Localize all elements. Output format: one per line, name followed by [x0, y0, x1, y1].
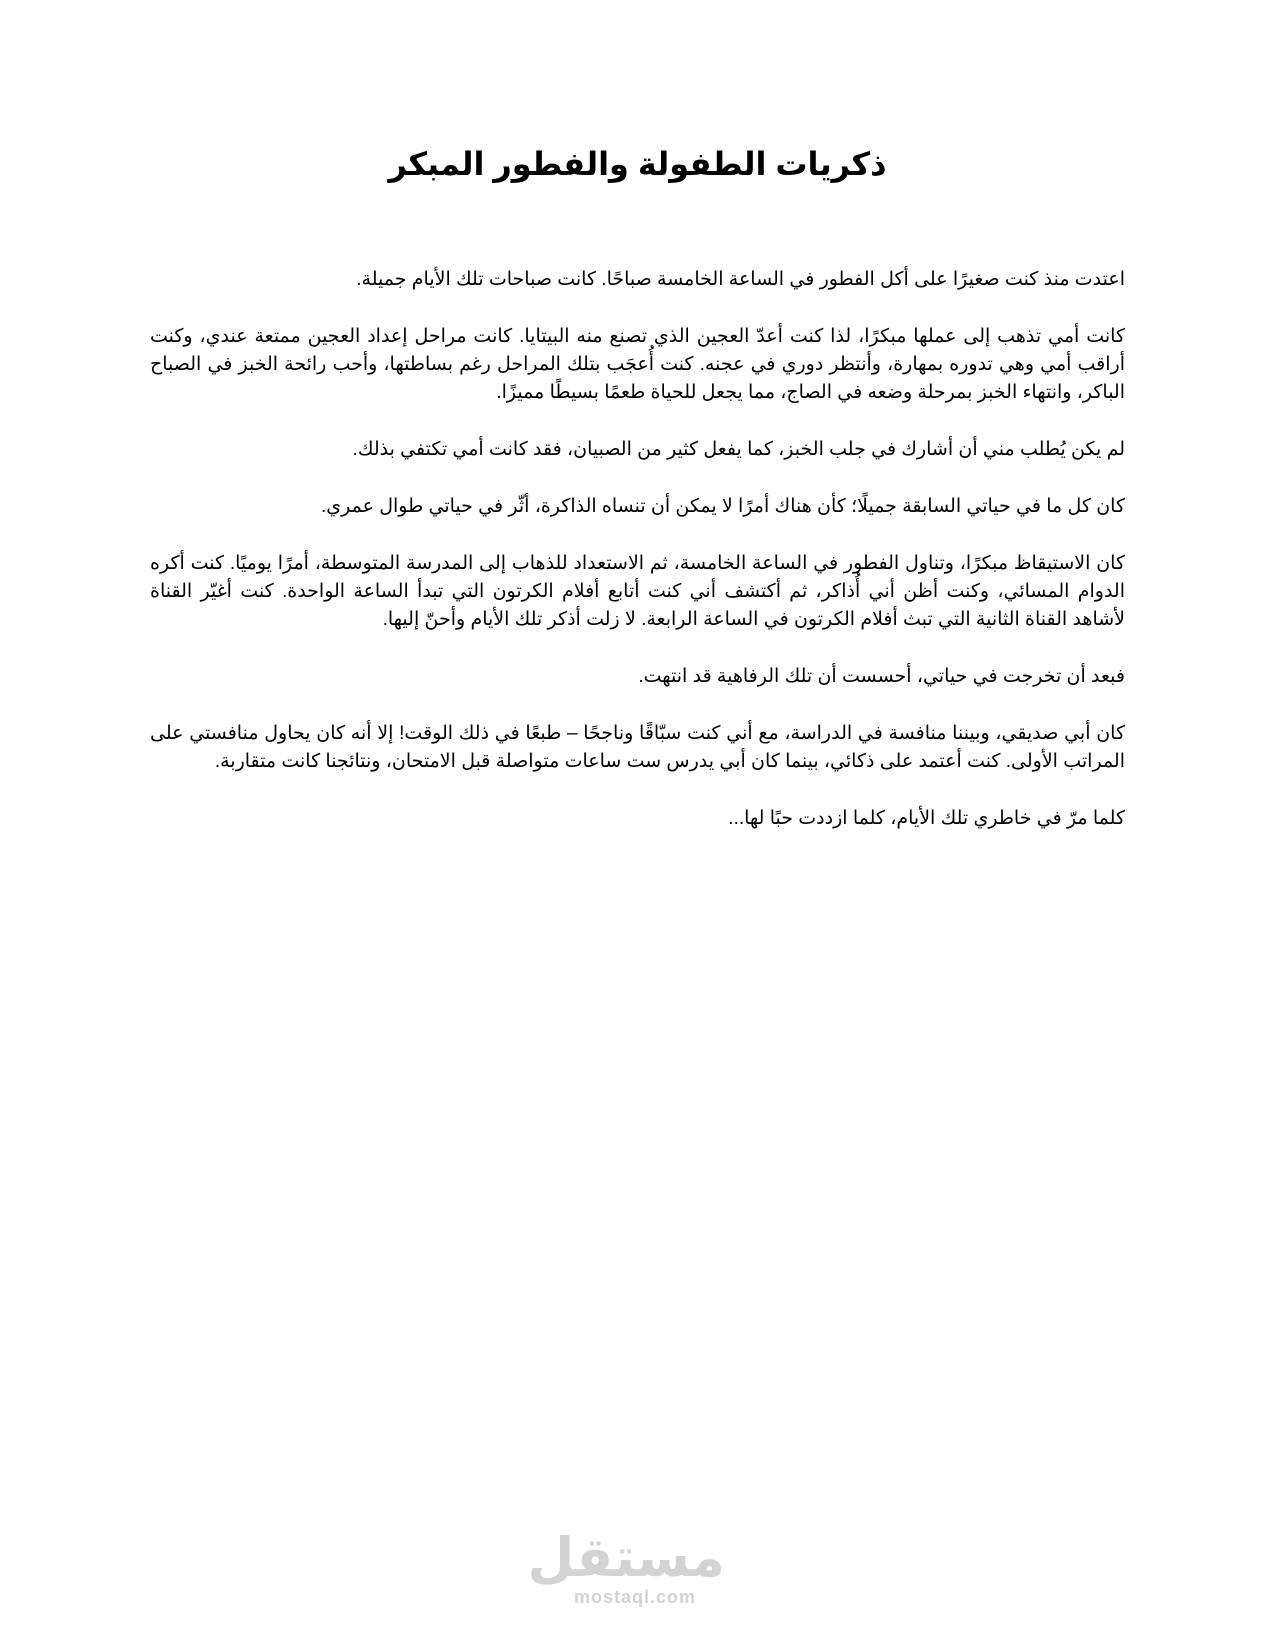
paragraph: كان كل ما في حياتي السابقة جميلًا؛ كأن هناك أمرًا لا يمكن أن تنساه الذاكرة، أثّر في حياتي طوال عمري.: [320, 496, 1125, 517]
document-body: [150, 266, 1125, 862]
paragraph: كان الاستيقاظ مبكرًا، وتناول الفطور في الساعة الخامسة، ثم الاستعداد للذهاب إلى المدرسة المتوسطة، أمرًا يوميًا. كنت أكره الدوام المسائي، وكنت أظن أني أُذاكر، ثم أكتشف أني كنت أتابع أفلام الكرتون التي تبدأ الساعة الواحدة. كنت أغيّر القناة لأشاهد القناة الثانية التي تبث أفلام الكرتون في الساعة الرابعة. لا زلت أذكر تلك الأيام وأحنّ إليها.: [150, 553, 1125, 630]
mostaql-watermark: [527, 1528, 725, 1608]
paragraph: كلما مرّ في خاطري تلك الأيام، كلما ازددت حبًا لها...: [728, 808, 1125, 829]
document-title: ذكريات الطفولة والفطور المبكر: [388, 146, 887, 182]
paragraph: اعتدت منذ كنت صغيرًا على أكل الفطور في الساعة الخامسة صباحًا. كانت صباحات تلك الأيام جميلة.: [356, 269, 1125, 290]
paragraph: كان أبي صديقي، وبيننا منافسة في الدراسة، مع أني كنت سبّاقًا وناجحًا – طبعًا في ذلك الوقت! إلا أنه كان يحاول منافستي على المراتب الأولى. كنت أعتمد على ذكائي، بينما كان أبي يدرس ست ساعات متواصلة قبل الامتحان، ونتائجنا كانت متقاربة.: [150, 723, 1125, 772]
paragraph: فبعد أن تخرجت في حياتي، أحسست أن تلك الرفاهية قد انتهت.: [638, 666, 1125, 687]
watermark-logo: مستقل: [527, 1528, 725, 1588]
paragraph: لم يكن يُطلب مني أن أشارك في جلب الخبز، كما يفعل كثير من الصبيان، فقد كانت أمي تكتفي بذلك.: [352, 439, 1125, 460]
paragraph: كانت أمي تذهب إلى عملها مبكرًا، لذا كنت أعدّ العجين الذي تصنع منه البيتايا. كانت مراحل إعداد العجين ممتعة عندي، وكنت أراقب أمي وهي تدوره بمهارة، وأنتظر دوري في عجنه. كنت أُعجَب بتلك المراحل رغم بساطتها، وأحب رائحة الخبز في الصباح الباكر، وانتهاء الخبز بمرحلة وضعه في الصاج، مما يجعل للحياة طعمًا بسيطًا مميزًا.: [150, 326, 1125, 403]
watermark-url: mostaql.com: [573, 1587, 697, 1607]
